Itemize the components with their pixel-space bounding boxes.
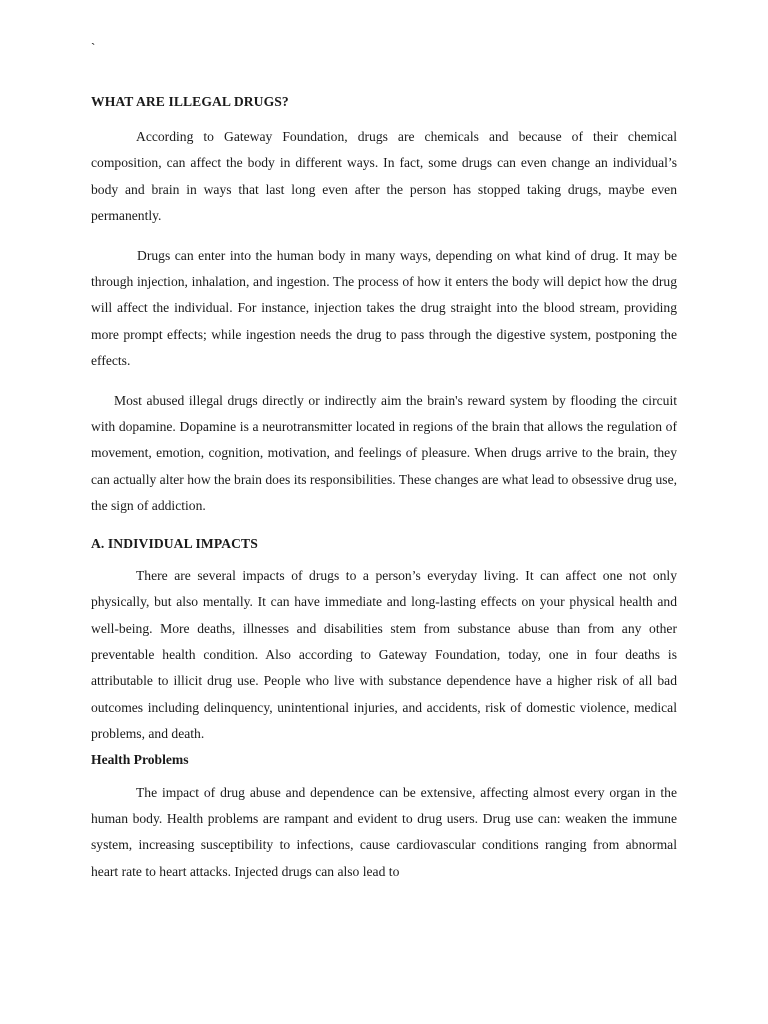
paragraph-impacts: There are several impacts of drugs to a person’s everyday living. It can affect one not only physically, but also mentally. It can have immediate and long-lasting effects on your physical health and well-being. More deaths, illnesses and disabilities stem from substance abuse than from any other preventable health condition. Also according to Gateway Foundation, today, one in four deaths is attributable to illicit drug use. People who live with substance dependence have a higher risk of all bad outcomes including delinquency, unintentional injuries, and accidents, risk of domestic violence, medical problems, and death. bbox=[91, 567, 677, 742]
paragraph-health-problems: The impact of drug abuse and dependence can be extensive, affecting almost every organ in the human body. Health problems are rampant and evident to drug users. Drug use can: weaken the immune system, increasing susceptibility to infections, cause cardiovascular conditions ranging from abnormal heart rate to heart attacks. Injected drugs can also lead to bbox=[91, 784, 677, 879]
stray-mark: ` bbox=[91, 40, 96, 55]
subheading-health-problems: Health Problems bbox=[91, 751, 189, 767]
paragraph-reward-system: Most abused illegal drugs directly or indirectly aim the brain's reward system by flooding the circuit with dopamine. Dopamine is a neurotransmitter located in regions of the brain that allows the regulation of movement, emotion, cognition, motivation, and feelings of pleasure. When drugs arrive to the brain, they can actually alter how the brain does its responsibilities. These changes are what lead to obsessive drug use, the sign of addiction. bbox=[91, 392, 677, 514]
paragraph-entry-routes: Drugs can enter into the human body in many ways, depending on what kind of drug. It may be through injection, inhalation, and ingestion. The process of how it enters the body will depict how the drug will affect the individual. For instance, injection takes the drug straight into the blood stream, providing more prompt effects; while ingestion needs the drug to pass through the digestive system, postponing the effects. bbox=[91, 247, 677, 369]
heading-individual-impacts: A. INDIVIDUAL IMPACTS bbox=[91, 535, 258, 551]
document-body bbox=[91, 92, 677, 885]
heading-what-are-illegal-drugs: WHAT ARE ILLEGAL DRUGS? bbox=[91, 94, 289, 109]
paragraph-definition: According to Gateway Foundation, drugs are chemicals and because of their chemical composition, can affect the body in different ways. In fact, some drugs can even change an individual’s body and brain in ways that last long even after the person has stopped taking drugs, maybe even permanently. bbox=[91, 129, 677, 224]
